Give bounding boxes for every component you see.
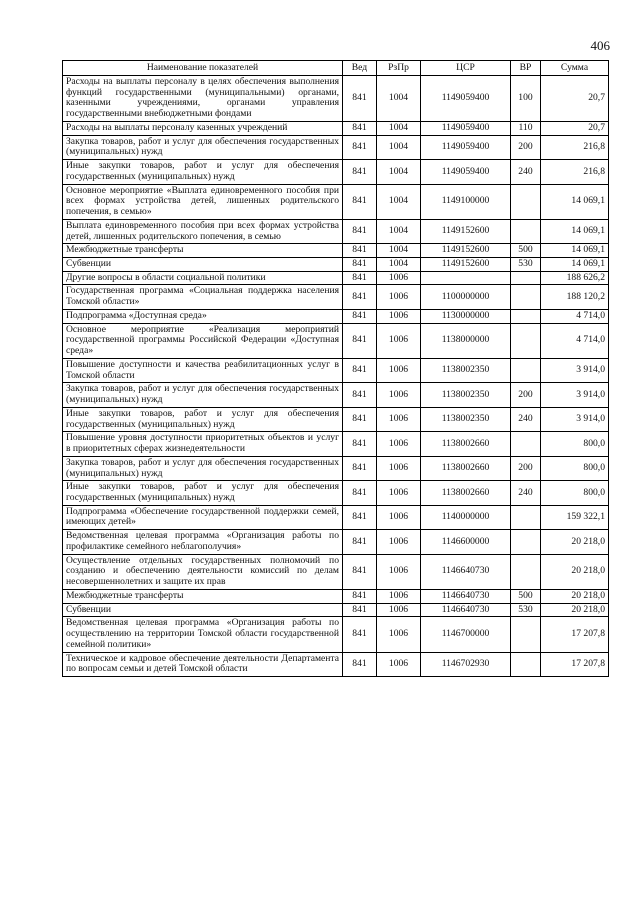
cell-csr: 1100000000 <box>421 285 511 309</box>
cell-ved: 841 <box>343 481 377 505</box>
cell-rzpr: 1006 <box>377 554 421 589</box>
cell-ved: 841 <box>343 589 377 603</box>
cell-rzpr: 1006 <box>377 285 421 309</box>
cell-sum: 17 207,8 <box>541 617 609 652</box>
cell-rzpr: 1006 <box>377 456 421 480</box>
cell-ved: 841 <box>343 309 377 323</box>
cell-vr <box>511 184 541 219</box>
cell-rzpr: 1006 <box>377 309 421 323</box>
cell-name: Иные закупки товаров, работ и услуг для обеспечения государственных (муниципальных) нужд <box>63 160 343 184</box>
cell-sum: 3 914,0 <box>541 383 609 407</box>
cell-vr <box>511 309 541 323</box>
cell-sum: 216,8 <box>541 135 609 159</box>
cell-name: Субвенции <box>63 603 343 617</box>
cell-vr: 200 <box>511 383 541 407</box>
cell-rzpr: 1006 <box>377 271 421 285</box>
table-row <box>63 617 609 652</box>
cell-vr: 240 <box>511 407 541 431</box>
cell-ved: 841 <box>343 530 377 554</box>
cell-vr <box>511 617 541 652</box>
cell-vr: 530 <box>511 258 541 272</box>
cell-ved: 841 <box>343 323 377 358</box>
cell-ved: 841 <box>343 432 377 456</box>
cell-rzpr: 1004 <box>377 184 421 219</box>
cell-name: Техническое и кадровое обеспечение деятельности Департамента по вопросам семьи и детей Томской области <box>63 652 343 676</box>
cell-sum: 17 207,8 <box>541 652 609 676</box>
table-row <box>63 554 609 589</box>
table-row <box>63 358 609 382</box>
cell-sum: 14 069,1 <box>541 219 609 243</box>
cell-rzpr: 1004 <box>377 76 421 122</box>
cell-rzpr: 1004 <box>377 244 421 258</box>
cell-vr <box>511 271 541 285</box>
cell-vr: 240 <box>511 481 541 505</box>
cell-ved: 841 <box>343 358 377 382</box>
cell-name: Государственная программа «Социальная поддержка населения Томской области» <box>63 285 343 309</box>
cell-csr: 1138002660 <box>421 481 511 505</box>
cell-csr: 1138002350 <box>421 407 511 431</box>
cell-vr <box>511 285 541 309</box>
table-row <box>63 309 609 323</box>
cell-sum: 20 218,0 <box>541 530 609 554</box>
cell-csr: 1149100000 <box>421 184 511 219</box>
table-row <box>63 323 609 358</box>
cell-rzpr: 1004 <box>377 121 421 135</box>
cell-csr: 1149059400 <box>421 160 511 184</box>
cell-sum: 20 218,0 <box>541 603 609 617</box>
budget-table <box>62 60 609 677</box>
table-row <box>63 530 609 554</box>
cell-rzpr: 1004 <box>377 135 421 159</box>
cell-csr <box>421 271 511 285</box>
table-row <box>63 652 609 676</box>
cell-vr: 200 <box>511 456 541 480</box>
cell-vr <box>511 219 541 243</box>
cell-csr: 1130000000 <box>421 309 511 323</box>
cell-csr: 1149152600 <box>421 244 511 258</box>
cell-sum: 216,8 <box>541 160 609 184</box>
cell-rzpr: 1004 <box>377 258 421 272</box>
cell-rzpr: 1006 <box>377 432 421 456</box>
cell-csr: 1149059400 <box>421 121 511 135</box>
table-row <box>63 456 609 480</box>
table-row <box>63 285 609 309</box>
cell-sum: 188 626,2 <box>541 271 609 285</box>
cell-sum: 159 322,1 <box>541 505 609 529</box>
cell-ved: 841 <box>343 456 377 480</box>
cell-csr: 1149152600 <box>421 258 511 272</box>
cell-vr: 500 <box>511 244 541 258</box>
cell-csr: 1146700000 <box>421 617 511 652</box>
cell-name: Расходы на выплаты персоналу в целях обеспечения выполнения функций государственными (муниципальными) органами, казенными учреждениями, органами управления государственными внебюджетными фондами <box>63 76 343 122</box>
table-row <box>63 589 609 603</box>
cell-csr: 1146640730 <box>421 554 511 589</box>
cell-csr: 1140000000 <box>421 505 511 529</box>
cell-rzpr: 1006 <box>377 603 421 617</box>
cell-sum: 20 218,0 <box>541 589 609 603</box>
cell-vr <box>511 652 541 676</box>
cell-sum: 800,0 <box>541 481 609 505</box>
table-row <box>63 432 609 456</box>
table-row <box>63 407 609 431</box>
header-vr: ВР <box>511 61 541 76</box>
cell-sum: 3 914,0 <box>541 407 609 431</box>
cell-sum: 3 914,0 <box>541 358 609 382</box>
cell-vr <box>511 505 541 529</box>
cell-ved: 841 <box>343 271 377 285</box>
header-row <box>63 61 609 76</box>
cell-name: Подпрограмма «Обеспечение государственной поддержки семей, имеющих детей» <box>63 505 343 529</box>
cell-ved: 841 <box>343 617 377 652</box>
header-csr: ЦСР <box>421 61 511 76</box>
cell-csr: 1138002660 <box>421 456 511 480</box>
cell-name: Закупка товаров, работ и услуг для обеспечения государственных (муниципальных) нужд <box>63 456 343 480</box>
cell-rzpr: 1006 <box>377 530 421 554</box>
cell-ved: 841 <box>343 258 377 272</box>
cell-rzpr: 1006 <box>377 652 421 676</box>
cell-ved: 841 <box>343 244 377 258</box>
cell-rzpr: 1006 <box>377 383 421 407</box>
cell-rzpr: 1006 <box>377 407 421 431</box>
cell-csr: 1138000000 <box>421 323 511 358</box>
table-header <box>63 61 609 76</box>
cell-name: Межбюджетные трансферты <box>63 589 343 603</box>
cell-name: Иные закупки товаров, работ и услуг для обеспечения государственных (муниципальных) нужд <box>63 407 343 431</box>
table-body <box>63 76 609 677</box>
cell-name: Субвенции <box>63 258 343 272</box>
cell-sum: 20,7 <box>541 121 609 135</box>
cell-vr <box>511 323 541 358</box>
cell-name: Ведомственная целевая программа «Организация работы по осуществлению на территории Томской области государственной семейной политики» <box>63 617 343 652</box>
cell-rzpr: 1004 <box>377 219 421 243</box>
cell-name: Повышение доступности и качества реабилитационных услуг в Томской области <box>63 358 343 382</box>
cell-sum: 800,0 <box>541 456 609 480</box>
cell-ved: 841 <box>343 160 377 184</box>
cell-rzpr: 1006 <box>377 481 421 505</box>
cell-name: Закупка товаров, работ и услуг для обеспечения государственных (муниципальных) нужд <box>63 383 343 407</box>
cell-ved: 841 <box>343 407 377 431</box>
table-row <box>63 271 609 285</box>
cell-vr: 530 <box>511 603 541 617</box>
cell-name: Повышение уровня доступности приоритетных объектов и услуг в приоритетных сферах жизнедеятельности <box>63 432 343 456</box>
cell-name: Осуществление отдельных государственных полномочий по созданию и обеспечению деятельности комиссий по делам несовершеннолетних и защите их прав <box>63 554 343 589</box>
header-sum: Сумма <box>541 61 609 76</box>
cell-ved: 841 <box>343 219 377 243</box>
cell-vr <box>511 358 541 382</box>
table-row <box>63 184 609 219</box>
cell-sum: 14 069,1 <box>541 184 609 219</box>
cell-csr: 1138002350 <box>421 383 511 407</box>
cell-vr: 200 <box>511 135 541 159</box>
cell-name: Иные закупки товаров, работ и услуг для обеспечения государственных (муниципальных) нужд <box>63 481 343 505</box>
table-row <box>63 505 609 529</box>
cell-name: Основное мероприятие «Реализация мероприятий государственной программы Российской Федерации «Доступная среда» <box>63 323 343 358</box>
cell-rzpr: 1004 <box>377 160 421 184</box>
cell-name: Межбюджетные трансферты <box>63 244 343 258</box>
cell-name: Подпрограмма «Доступная среда» <box>63 309 343 323</box>
table-row <box>63 603 609 617</box>
cell-rzpr: 1006 <box>377 505 421 529</box>
cell-ved: 841 <box>343 652 377 676</box>
cell-vr: 240 <box>511 160 541 184</box>
cell-name: Другие вопросы в области социальной политики <box>63 271 343 285</box>
table-row <box>63 160 609 184</box>
cell-csr: 1149152600 <box>421 219 511 243</box>
table-row <box>63 244 609 258</box>
cell-csr: 1149059400 <box>421 76 511 122</box>
cell-rzpr: 1006 <box>377 617 421 652</box>
cell-ved: 841 <box>343 383 377 407</box>
page-number: 406 <box>590 38 610 53</box>
cell-csr: 1149059400 <box>421 135 511 159</box>
cell-name: Закупка товаров, работ и услуг для обеспечения государственных (муниципальных) нужд <box>63 135 343 159</box>
cell-name: Расходы на выплаты персоналу казенных учреждений <box>63 121 343 135</box>
cell-ved: 841 <box>343 554 377 589</box>
header-ved: Вед <box>343 61 377 76</box>
table-row <box>63 383 609 407</box>
cell-vr: 110 <box>511 121 541 135</box>
header-name: Наименование показателей <box>63 61 343 76</box>
cell-csr: 1138002660 <box>421 432 511 456</box>
table-row <box>63 121 609 135</box>
cell-vr <box>511 530 541 554</box>
table-row <box>63 481 609 505</box>
cell-ved: 841 <box>343 121 377 135</box>
cell-sum: 20 218,0 <box>541 554 609 589</box>
cell-ved: 841 <box>343 184 377 219</box>
cell-ved: 841 <box>343 285 377 309</box>
table-row <box>63 76 609 122</box>
cell-sum: 14 069,1 <box>541 244 609 258</box>
cell-ved: 841 <box>343 505 377 529</box>
cell-csr: 1146640730 <box>421 589 511 603</box>
cell-vr <box>511 432 541 456</box>
cell-rzpr: 1006 <box>377 358 421 382</box>
cell-csr: 1146702930 <box>421 652 511 676</box>
cell-name: Ведомственная целевая программа «Организация работы по профилактике семейного неблагополучия» <box>63 530 343 554</box>
cell-rzpr: 1006 <box>377 323 421 358</box>
cell-sum: 188 120,2 <box>541 285 609 309</box>
header-rzpr: РзПр <box>377 61 421 76</box>
cell-sum: 800,0 <box>541 432 609 456</box>
cell-name: Основное мероприятие «Выплата единовременного пособия при всех формах устройства детей, лишенных родительского попечения, в семью» <box>63 184 343 219</box>
cell-name: Выплата единовременного пособия при всех формах устройства детей, лишенных родительского попечения, в семью <box>63 219 343 243</box>
cell-sum: 14 069,1 <box>541 258 609 272</box>
cell-ved: 841 <box>343 603 377 617</box>
table-row <box>63 219 609 243</box>
cell-sum: 20,7 <box>541 76 609 122</box>
cell-sum: 4 714,0 <box>541 309 609 323</box>
cell-csr: 1146640730 <box>421 603 511 617</box>
cell-csr: 1138002350 <box>421 358 511 382</box>
cell-vr: 500 <box>511 589 541 603</box>
cell-ved: 841 <box>343 76 377 122</box>
table-row <box>63 135 609 159</box>
cell-csr: 1146600000 <box>421 530 511 554</box>
cell-vr <box>511 554 541 589</box>
cell-rzpr: 1006 <box>377 589 421 603</box>
cell-vr: 100 <box>511 76 541 122</box>
cell-sum: 4 714,0 <box>541 323 609 358</box>
table-row <box>63 258 609 272</box>
cell-ved: 841 <box>343 135 377 159</box>
